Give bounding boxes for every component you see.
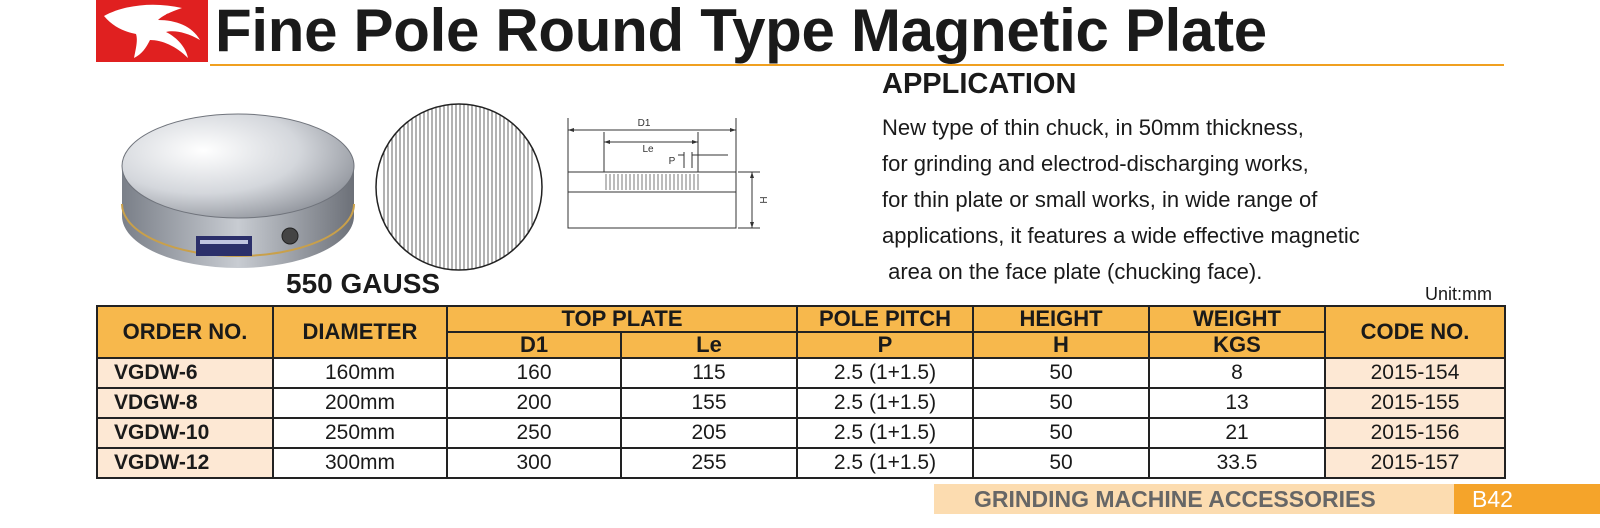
- cell-kgs: 8: [1149, 358, 1325, 388]
- cell-code: 2015-154: [1325, 358, 1505, 388]
- cell-h: 50: [973, 388, 1149, 418]
- header-d1: D1: [447, 332, 621, 358]
- cell-le: 115: [621, 358, 797, 388]
- header-top-plate: TOP PLATE: [447, 306, 797, 332]
- cell-p: 2.5 (1+1.5): [797, 418, 973, 448]
- title-divider: [210, 64, 1504, 66]
- cell-h: 50: [973, 448, 1149, 478]
- footer-section-title: GRINDING MACHINE ACCESSORIES: [974, 486, 1376, 512]
- cell-kgs: 13: [1149, 388, 1325, 418]
- cell-code: 2015-156: [1325, 418, 1505, 448]
- header-diameter: DIAMETER: [273, 306, 447, 358]
- cell-diameter: 250mm: [273, 418, 447, 448]
- header-order-no: ORDER NO.: [97, 306, 273, 358]
- cell-code: 2015-157: [1325, 448, 1505, 478]
- header-kgs: KGS: [1149, 332, 1325, 358]
- cell-h: 50: [973, 358, 1149, 388]
- cell-d1: 250: [447, 418, 621, 448]
- application-line: applications, it features a wide effective magnetic: [882, 223, 1360, 248]
- cell-diameter: 160mm: [273, 358, 447, 388]
- cell-d1: 300: [447, 448, 621, 478]
- label-p: P: [668, 156, 676, 167]
- table-row: [97, 418, 1505, 448]
- table-row: [97, 358, 1505, 388]
- cell-kgs: 33.5: [1149, 448, 1325, 478]
- cell-kgs: 21: [1149, 418, 1325, 448]
- product-photo: [118, 96, 358, 276]
- application-heading: APPLICATION: [882, 68, 1077, 100]
- application-line: for thin plate or small works, in wide range of: [882, 187, 1318, 212]
- cell-le: 255: [621, 448, 797, 478]
- application-line: for grinding and electrod-discharging works,: [882, 151, 1309, 176]
- cell-p: 2.5 (1+1.5): [797, 358, 973, 388]
- cell-diameter: 300mm: [273, 448, 447, 478]
- dimension-drawing: [560, 112, 770, 242]
- cell-diameter: 200mm: [273, 388, 447, 418]
- table-row: [97, 448, 1505, 478]
- header-h: H: [973, 332, 1149, 358]
- header-le: Le: [621, 332, 797, 358]
- cell-le: 155: [621, 388, 797, 418]
- application-line: New type of thin chuck, in 50mm thickness,: [882, 115, 1304, 140]
- cell-le: 205: [621, 418, 797, 448]
- cell-order-no: VGDW-10: [97, 418, 273, 448]
- application-line: area on the face plate (chucking face).: [882, 259, 1263, 284]
- page-number: B42: [1472, 486, 1513, 512]
- table-row: [97, 388, 1505, 418]
- label-d1: D1: [637, 118, 651, 129]
- label-le: Le: [642, 144, 654, 155]
- spec-table: [96, 305, 1506, 479]
- label-h: H: [757, 196, 768, 204]
- header-p: P: [797, 332, 973, 358]
- cell-p: 2.5 (1+1.5): [797, 448, 973, 478]
- header-height: HEIGHT: [973, 306, 1149, 332]
- cell-order-no: VGDW-6: [97, 358, 273, 388]
- cell-d1: 160: [447, 358, 621, 388]
- application-text: [882, 110, 1360, 290]
- header-weight: WEIGHT: [1149, 306, 1325, 332]
- cell-order-no: VGDW-12: [97, 448, 273, 478]
- cell-p: 2.5 (1+1.5): [797, 388, 973, 418]
- cell-d1: 200: [447, 388, 621, 418]
- header-pole-pitch: POLE PITCH: [797, 306, 973, 332]
- unit-label: Unit:mm: [1425, 284, 1492, 304]
- pole-face-diagram: [374, 102, 544, 272]
- cell-code: 2015-155: [1325, 388, 1505, 418]
- page-title: Fine Pole Round Type Magnetic Plate: [215, 0, 1267, 64]
- gauss-rating: 550 GAUSS: [286, 268, 441, 299]
- cell-order-no: VDGW-8: [97, 388, 273, 418]
- brand-logo: [96, 0, 208, 62]
- header-code-no: CODE NO.: [1325, 306, 1505, 358]
- cell-h: 50: [973, 418, 1149, 448]
